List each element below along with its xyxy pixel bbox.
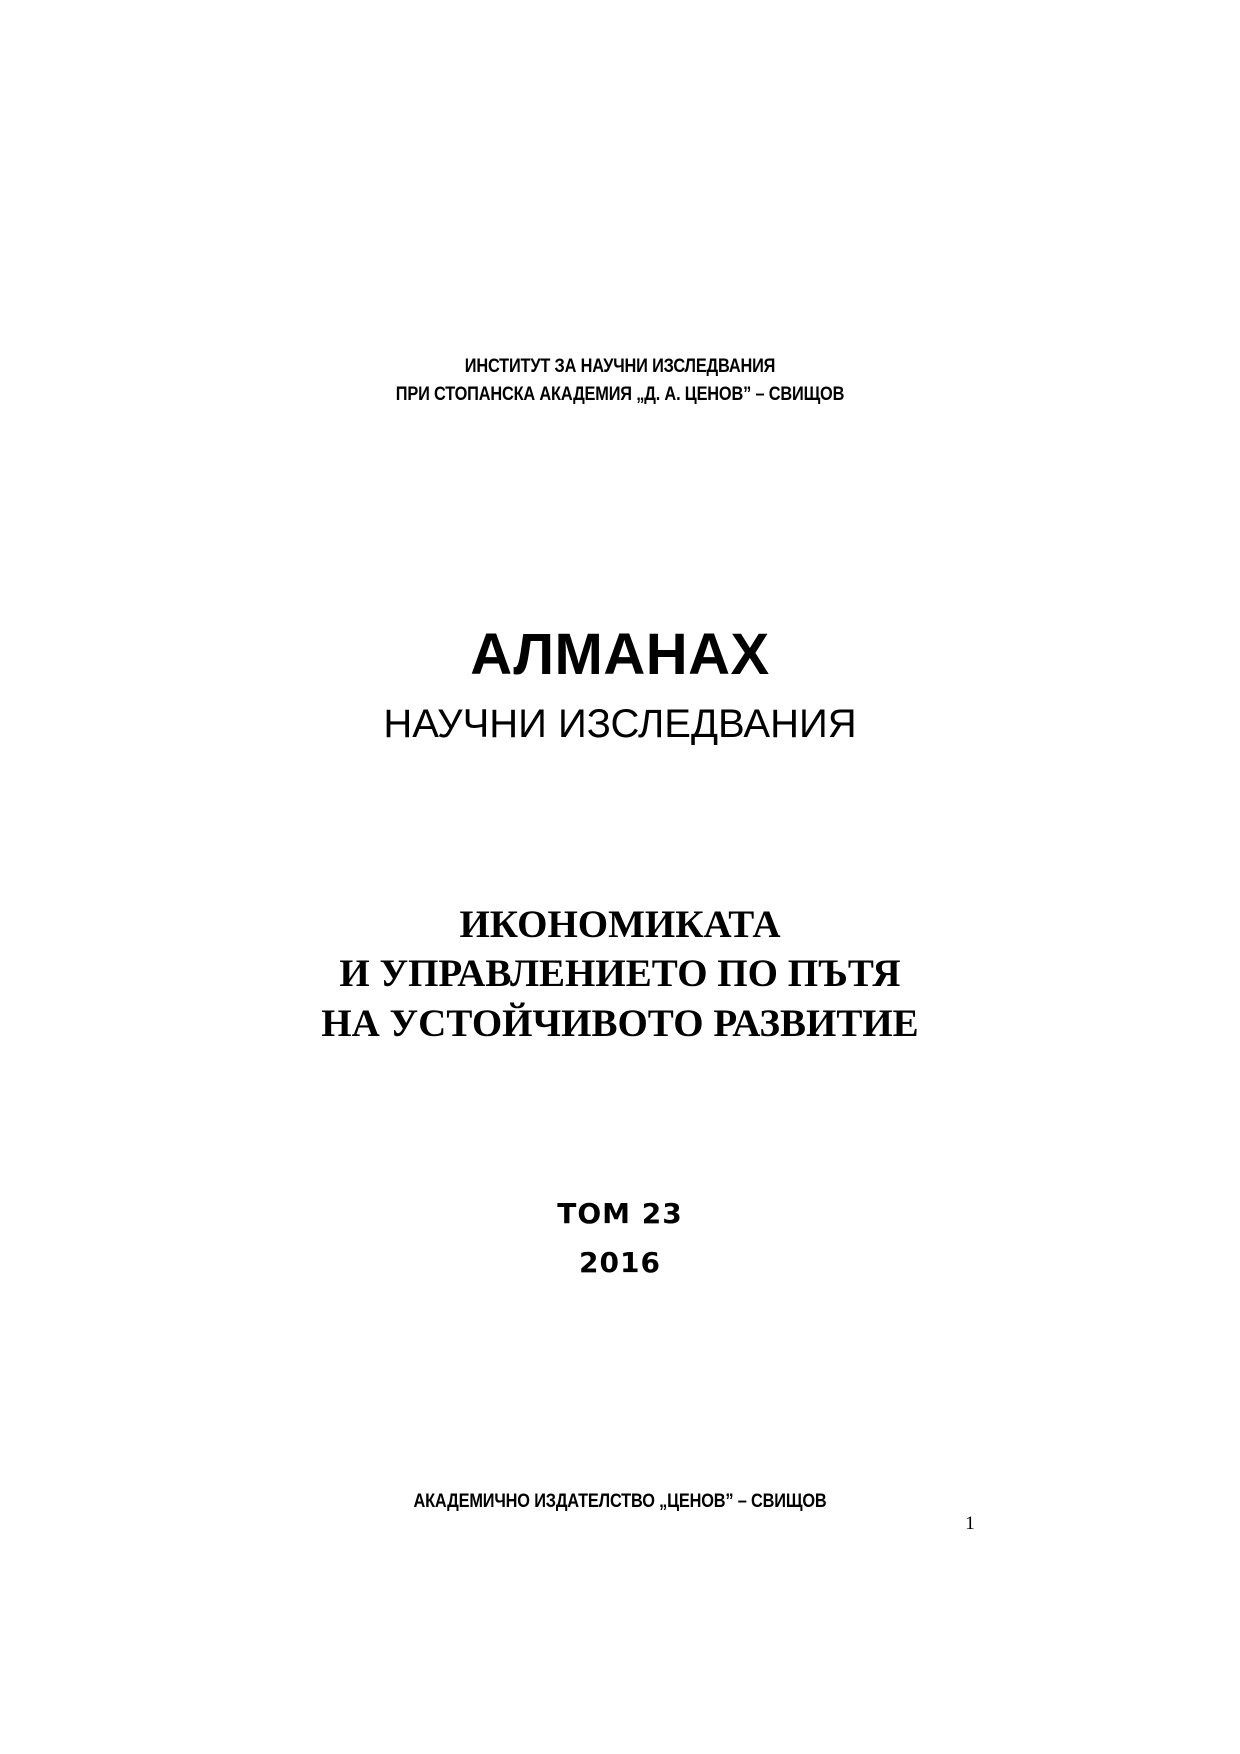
almanac-title: АЛМАНАХ (470, 622, 770, 687)
volume-year: 2016 (579, 1246, 661, 1279)
theme-title-line2: И УПРАВЛЕНИЕТО ПО ПЪТЯ (339, 952, 901, 995)
page-number: 1 (965, 1513, 975, 1534)
almanac-subtitle: НАУЧНИ ИЗСЛЕДВАНИЯ (383, 702, 857, 746)
volume-label: ТОМ 23 (557, 1197, 683, 1230)
institute-name-line1: ИНСТИТУТ ЗА НАУЧНИ ИЗСЛЕДВАНИЯ (464, 356, 776, 377)
theme-title-line3: НА УСТОЙЧИВОТО РАЗВИТИЕ (321, 1002, 919, 1045)
publisher-line: АКАДЕМИЧНО ИЗДАТЕЛСТВО „ЦЕНОВ” – СВИЩОВ (413, 1491, 827, 1512)
theme-title-line1: ИКОНОМИКАТА (459, 903, 781, 946)
institute-name-line2: ПРИ СТОПАНСКА АКАДЕМИЯ „Д. А. ЦЕНОВ” – СВИЩОВ (395, 384, 845, 405)
